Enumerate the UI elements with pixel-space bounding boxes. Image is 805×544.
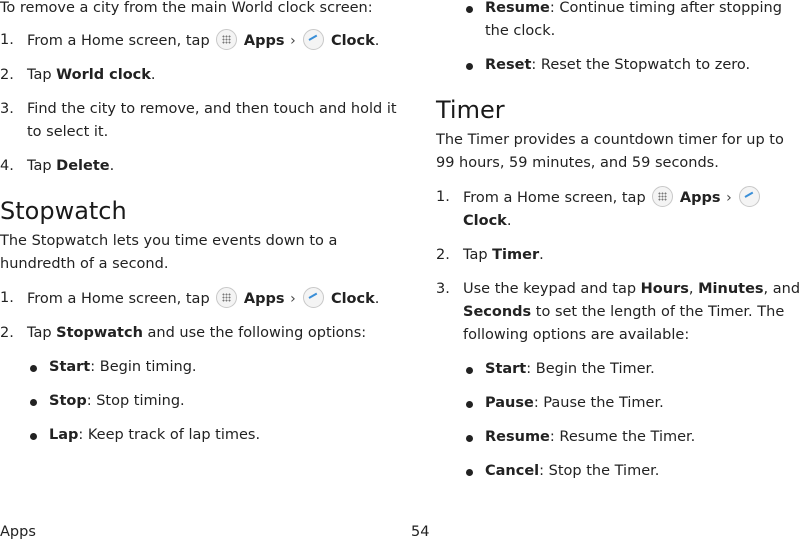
left-column	[0, 0, 400, 447]
bullet-lap: Lap: Keep track of lap times.	[0, 424, 400, 447]
bullet-start: Start: Begin timing.	[0, 356, 400, 379]
bullet-timer-start: Start: Begin the Timer.	[436, 358, 805, 381]
remove-step-3: 3. Find the city to remove, and then touch and hold it to select it.	[0, 101, 397, 140]
bullet-icon	[466, 367, 473, 374]
timer-heading: Timer	[436, 96, 505, 124]
timer-description: The Timer provides a countdown timer for up to 99 hours, 59 minutes, and 59 seconds.	[436, 132, 784, 171]
bullet-timer-cancel: Cancel: Stop the Timer.	[436, 460, 805, 483]
apps-icon	[652, 186, 673, 207]
stopwatch-step-2: 2. Tap Stopwatch and use the following options:	[0, 325, 367, 341]
remove-city-intro: To remove a city from the main World clock screen:	[0, 0, 373, 16]
bullet-icon	[466, 6, 473, 13]
bullet-timer-resume: Resume: Resume the Timer.	[436, 426, 805, 449]
bullet-icon	[30, 433, 37, 440]
bullet-stop: Stop: Stop timing.	[0, 390, 400, 413]
footer-page-number: 54	[411, 524, 430, 540]
stopwatch-step-1: 1. From a Home screen, tap Apps › Clock.	[0, 287, 400, 311]
remove-step-1: 1. From a Home screen, tap Apps › Clock.	[0, 29, 400, 53]
stopwatch-description: The Stopwatch lets you time events down to a hundredth of a second.	[0, 233, 338, 272]
chevron-right-icon: ›	[290, 291, 296, 307]
bullet-reset: Reset: Reset the Stopwatch to zero.	[436, 54, 805, 77]
bullet-resume-stopwatch: Resume: Continue timing after stopping the clock.	[436, 0, 805, 43]
apps-icon	[216, 29, 237, 50]
timer-step-3: 3. Use the keypad and tap Hours, Minutes, and Seconds to set the length of the Timer. The following options are available:	[436, 281, 801, 343]
footer-section: Apps	[0, 524, 36, 540]
bullet-timer-pause: Pause: Pause the Timer.	[436, 392, 805, 415]
apps-icon	[216, 287, 237, 308]
bullet-icon	[466, 401, 473, 408]
chevron-right-icon: ›	[290, 33, 296, 49]
remove-step-2: 2. Tap World clock.	[0, 67, 156, 83]
clock-icon	[303, 287, 324, 308]
clock-icon	[303, 29, 324, 50]
bullet-icon	[466, 63, 473, 70]
bullet-icon	[466, 469, 473, 476]
remove-step-4: 4. Tap Delete.	[0, 158, 115, 174]
timer-step-1: 1. From a Home screen, tap Apps › Clock.	[436, 186, 805, 233]
bullet-icon	[30, 399, 37, 406]
bullet-icon	[466, 435, 473, 442]
bullet-icon	[30, 365, 37, 372]
right-column	[436, 0, 805, 483]
stopwatch-heading: Stopwatch	[0, 197, 127, 225]
timer-step-2: 2. Tap Timer.	[436, 247, 544, 263]
clock-icon	[739, 186, 760, 207]
chevron-right-icon: ›	[726, 190, 732, 206]
